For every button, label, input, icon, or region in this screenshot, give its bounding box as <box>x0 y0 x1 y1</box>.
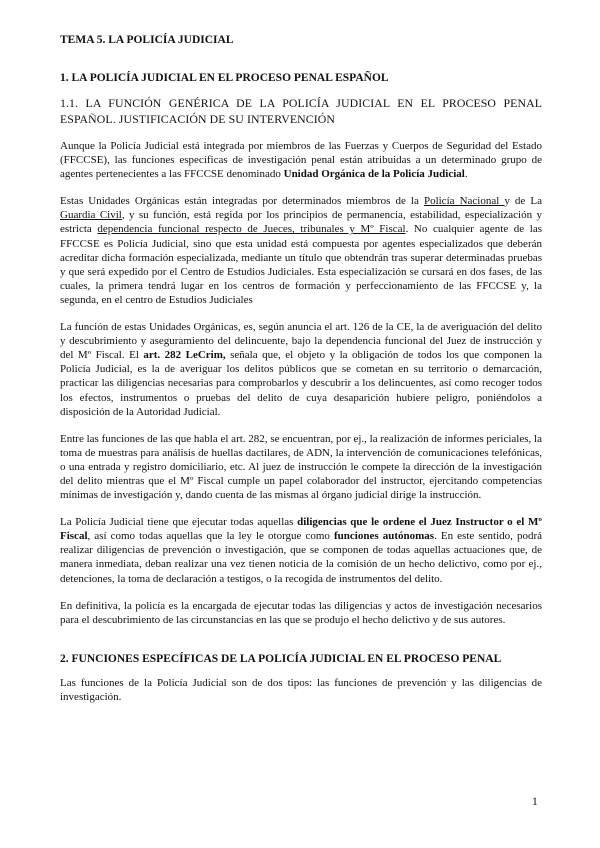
paragraph-7: Las funciones de la Policía Judicial son de dos tipos: las funciones de prevención y las diligencias de investigación. <box>60 676 542 703</box>
paragraph-6: En definitiva, la policía es la encargada de ejecutar todas las diligencias y actos de investigación necesarios para el descubrimiento de las circunstancias en las que se produjo el hecho delictivo y de sus autores. <box>60 599 542 626</box>
paragraph-3 <box>60 320 542 419</box>
paragraph-2-text-c: , y su función, está regida por los principios de permanencia, estabilidad, especialización y estricta <box>60 209 542 236</box>
paragraph-3-bold: art. 282 LeCrim, <box>143 349 226 362</box>
page-number: 1 <box>532 796 538 808</box>
paragraph-2-text-d: . No cualquier agente de las FFCCSE es Policía Judicial, sino que esta unidad está compuesta por agentes especializados que deberán acreditar dicha formación especializada, mediante un título que obtendrán tras superar determinadas pruebas y que será expedido por el Centro de Estudios Judiciales. Esta especialización se cursará en dos fases, de las cuales, la primera tendrá lugar en los centros de formación y perfeccionamiento de las FFCCSE y, la segunda, en el centro de Estudios Judiciales <box>60 223 543 306</box>
paragraph-5-text-e: . En este sentido, podrá realizar diligencias de prevención o investigación, que se componen de todas aquellas actuaciones que, de manera inmediata, deban realizar una vez tienen noticia de la comisión de un hecho delictivo, como por ej., detenciones, la toma de declaración a testigos, o la recogida de instrumentos del delito. <box>60 530 542 585</box>
section-1-heading: 1. LA POLICÍA JUDICIAL EN EL PROCESO PENAL ESPAÑOL <box>60 72 389 84</box>
subsection-1-1-heading: 1.1. LA FUNCIÓN GENÉRICA DE LA POLICÍA JUDICIAL EN EL PROCESO PENAL ESPAÑOL. JUSTIFICACIÓN DE SU INTERVENCIÓN <box>60 96 542 126</box>
paragraph-1-bold: Unidad Orgánica de la Policía Judicial <box>283 168 465 181</box>
paragraph-3-text-a: La función de estas Unidades Orgánicas, es, según anuncia el art. 126 de la CE, la de averiguación del delito y descubrimiento y aseguramiento del delincuente, bajo la dependencia funcional del Juez de instrucción y del Mº Fiscal. El <box>60 321 542 362</box>
paragraph-2 <box>60 194 542 307</box>
policia-nacional-underlined: Policía Nacional <box>423 195 505 208</box>
dependencia-funcional-underlined: dependencia funcional respecto de Jueces, tribunales y Mº Fiscal <box>97 223 406 236</box>
paragraph-3-text-c: señala que, el objeto y la obligación de todos los que componen la Policía Judicial, es la de averiguar los delitos públicos que se cometan en su territorio o demarcación, practicar las diligencias necesarias para comprobarlos y descubrir a los delincuentes, así como recoger todos los efectos, instrumentos o pruebas del delito de cuya desaparición hubiere peligro, poniéndolos a disposición de la Autoridad Judicial. <box>60 349 543 418</box>
paragraph-1-text: Aunque la Policía Judicial está integrada por miembros de las Fuerzas y Cuerpos de Seguridad del Estado (FFCCSE), las funciones específicas de investigación penal están atribuidas a un determinado grupo de agentes pertenecientes a las FFCCSE denominado <box>60 140 542 181</box>
guardia-civil-underlined: Guardia Civil <box>60 209 122 222</box>
paragraph-2-text-b: y de La <box>504 195 542 208</box>
paragraph-1 <box>60 139 542 181</box>
paragraph-5 <box>60 515 542 585</box>
page-content <box>60 34 542 717</box>
section-2-heading: 2. FUNCIONES ESPECÍFICAS DE LA POLICÍA JUDICIAL EN EL PROCESO PENAL <box>60 652 502 665</box>
paragraph-2-text-a: Estas Unidades Orgánicas están integradas por determinados miembros de la <box>60 195 424 208</box>
paragraph-5-text-a: La Policía Judicial tiene que ejecutar todas aquellas <box>60 516 298 529</box>
paragraph-4: Entre las funciones de las que habla el art. 282, se encuentran, por ej., la realización de informes periciales, la toma de muestras para análisis de huellas dactilares, de ADN, la intervención de comunicaciones telefónicas, o una entrada y registro domiciliario, etc. Al juez de instrucción le compete la dirección de la investigación del delito mientras que el Mº Fiscal cumple un papel colaborador del instructor, ejercitando competencias mínimas de investigación y, dando cuenta de las mismas al órgano judicial dirige la instrucción. <box>60 432 542 502</box>
document-title: TEMA 5. LA POLICÍA JUDICIAL <box>60 34 234 46</box>
paragraph-1-end: . <box>464 168 468 181</box>
paragraph-5-text-c: , así como todas aquellas que la ley le otorgue como <box>87 530 335 543</box>
paragraph-5-bold-diligencias: diligencias que le ordene el Juez Instructor o el Mº Fiscal <box>60 516 542 543</box>
paragraph-5-bold-funciones: funciones autónomas <box>334 530 435 543</box>
